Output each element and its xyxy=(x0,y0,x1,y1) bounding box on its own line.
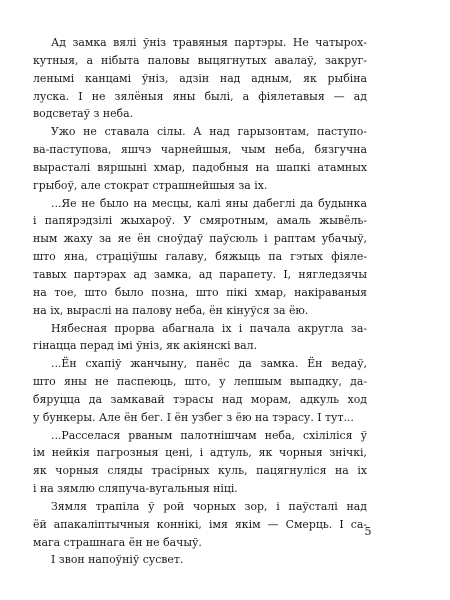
text-line: і папярэдзілі жыхароў. У смяротным, амаль жывёль- xyxy=(33,214,367,228)
text-line: луска. І не зялёныя яны былі, а фіялетавыя — ад xyxy=(33,89,367,103)
text-line: ленымі канцамі ўніз, адзін над адным, як рыбіна xyxy=(33,71,367,85)
text-line: ...Ён схапіў жанчыну, панёс да замка. Ён ведаў, xyxy=(51,357,367,371)
text-line: у бункеры. Але ён бег. І ён узбег з ёю на тэрасу. І тут... xyxy=(33,410,354,424)
paragraph-5 xyxy=(33,355,367,426)
text-line: на іх, выраслі на палову неба, ён кінуўся за ёю. xyxy=(33,303,309,317)
text-line: водсветаў з неба. xyxy=(33,107,134,121)
text-line: як чорныя сляды трасірных куль, пацягнуліся на іх xyxy=(33,464,367,478)
page-number: 5 xyxy=(364,525,372,538)
paragraph-8 xyxy=(33,551,367,569)
text-line: І звон напоўніў сусвет. xyxy=(51,553,184,567)
text-line: Ад замка вялі ўніз травяныя партэры. Не чатырох- xyxy=(51,36,367,49)
paragraph-1 xyxy=(33,34,367,123)
text-line: бяруцца да замкавай тэрасы над морам, адкуль ход xyxy=(33,392,367,406)
text-line: грыбоў, але стократ страшнейшыя за іх. xyxy=(33,178,268,192)
paragraph-2 xyxy=(33,123,367,194)
text-line: ...Расселася рваным палотнішчам неба, схіліліся ў xyxy=(51,428,367,442)
text-line: Ужо не ставала сілы. А над гарызонтам, паступо- xyxy=(51,125,367,139)
text-line: вырасталі вяршыні хмар, падобныя на шапкі атамных xyxy=(33,160,367,174)
text-line: кутныя, а нібыта паловы выцягнутых авалаў, закруг- xyxy=(33,53,367,67)
text-line: што яны не паспеюць, што, у лепшым выпадку, да- xyxy=(33,375,367,389)
text-line: ёй апакаліптычныя коннікі, імя якім — Смерць. І са- xyxy=(33,517,367,531)
text-line: гінацца перад імі ўніз, як акіянскі вал. xyxy=(33,339,258,353)
text-line: Зямля трапіла ў рой чорных зор, і паўсталі над xyxy=(51,499,367,513)
paragraph-6 xyxy=(33,427,367,498)
text-line: на тое, што было позна, што пікі хмар, накіраваныя xyxy=(33,285,367,299)
text-line: тавых партэрах ад замка, ад парапету. І, нягледзячы xyxy=(33,267,367,281)
paragraph-3 xyxy=(33,195,367,320)
paragraph-7 xyxy=(33,498,367,552)
page-body xyxy=(33,34,367,569)
text-line: мага страшнага ён не бачыў. xyxy=(33,535,202,549)
text-line: ным жаху за яе ён сноўдаў паўсюль і раптам убачыў, xyxy=(33,232,367,246)
text-line: ва-паступова, яшчэ чарнейшыя, чым неба, бязгучна xyxy=(33,143,367,157)
text-line: Нябесная прорва абагнала іх і пачала акругла за- xyxy=(51,321,367,335)
text-line: што яна, страціўшы галаву, бяжыць па гэтых фіяле- xyxy=(33,250,367,264)
text-line: ...Яе не было на месцы, калі яны дабеглі да будынка xyxy=(51,196,367,210)
paragraph-4 xyxy=(33,320,367,356)
text-line: ім нейкія пагрозныя цені, і адтуль, як чорныя знічкі, xyxy=(33,446,367,460)
text-line: і на зямлю сляпуча-вугальныя ніці. xyxy=(33,482,238,496)
